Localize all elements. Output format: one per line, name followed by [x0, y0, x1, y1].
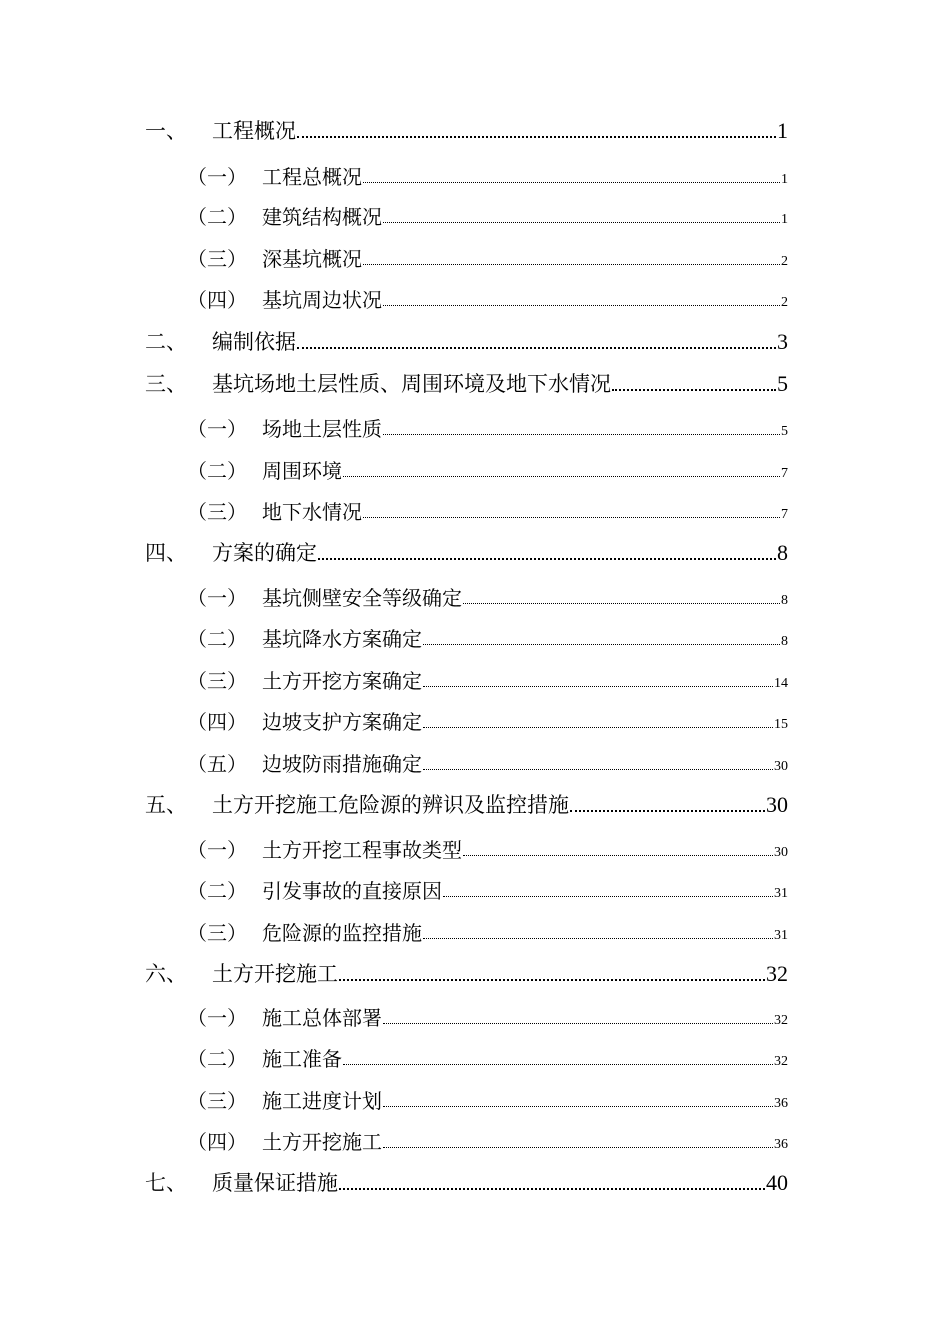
- toc-page-number: 1: [781, 212, 788, 227]
- toc-page-number: 2: [781, 254, 788, 269]
- toc-dot-leader: [443, 896, 773, 897]
- toc-page-number: 1: [777, 118, 788, 143]
- toc-entry-number: （四）: [187, 1130, 247, 1154]
- toc-section-entry[interactable]: [187, 587, 788, 610]
- toc-entry-number: （一）: [187, 1006, 247, 1030]
- toc-page-number: 30: [774, 759, 788, 774]
- toc-chapter-entry[interactable]: [145, 962, 788, 986]
- toc-page-number: 7: [781, 466, 788, 481]
- toc-section-entry[interactable]: [187, 922, 788, 945]
- toc-entry-title: 地下水情况: [262, 500, 362, 524]
- toc-dot-leader: [383, 1106, 773, 1107]
- toc-section-entry[interactable]: [187, 628, 788, 651]
- toc-entry-number: （三）: [187, 1089, 247, 1113]
- toc-entry-number: （二）: [187, 627, 247, 651]
- toc-page-number: 5: [781, 424, 788, 439]
- toc-section-entry[interactable]: [187, 166, 788, 189]
- toc-entry-title: 周围环境: [262, 459, 342, 483]
- toc-page-number: 8: [781, 593, 788, 608]
- toc-page-number: 1: [781, 172, 788, 187]
- toc-page-number: 30: [774, 845, 788, 860]
- toc-page-number: 32: [774, 1054, 788, 1069]
- toc-entry-number: 三、: [145, 372, 187, 396]
- toc-entry-number: （三）: [187, 500, 247, 524]
- toc-entry-title: 施工准备: [262, 1047, 342, 1071]
- toc-entry-title: 编制依据: [212, 330, 296, 354]
- toc-chapter-entry[interactable]: [145, 372, 788, 396]
- toc-section-entry[interactable]: [187, 501, 788, 524]
- toc-dot-leader: [297, 136, 776, 138]
- toc-entry-number: （一）: [187, 165, 247, 189]
- toc-dot-leader: [423, 769, 773, 770]
- toc-page-number: 8: [777, 540, 788, 565]
- toc-section-entry[interactable]: [187, 880, 788, 903]
- toc-section-entry[interactable]: [187, 839, 788, 862]
- toc-entry-number: （三）: [187, 921, 247, 945]
- toc-page-number: 3: [777, 329, 788, 354]
- toc-dot-leader: [463, 603, 780, 604]
- toc-section-entry[interactable]: [187, 206, 788, 229]
- toc-entry-number: （五）: [187, 752, 247, 776]
- toc-dot-leader: [612, 389, 776, 391]
- toc-entry-number: 六、: [145, 962, 187, 986]
- toc-page-number: 40: [766, 1170, 788, 1195]
- toc-section-entry[interactable]: [187, 670, 788, 693]
- toc-section-entry[interactable]: [187, 289, 788, 312]
- toc-dot-leader: [363, 517, 780, 518]
- toc-section-entry[interactable]: [187, 460, 788, 483]
- toc-entry-title: 边坡防雨措施确定: [262, 752, 422, 776]
- toc-entry-number: 二、: [145, 330, 187, 354]
- toc-dot-leader: [383, 305, 780, 306]
- toc-entry-number: （三）: [187, 247, 247, 271]
- toc-dot-leader: [363, 264, 780, 265]
- toc-entry-title: 土方开挖工程事故类型: [262, 838, 462, 862]
- toc-entry-title: 方案的确定: [212, 541, 317, 565]
- toc-page-number: 31: [774, 928, 788, 943]
- toc-entry-title: 施工总体部署: [262, 1006, 382, 1030]
- toc-entry-number: （二）: [187, 459, 247, 483]
- toc-section-entry[interactable]: [187, 711, 788, 734]
- toc-entry-title: 基坑侧壁安全等级确定: [262, 586, 462, 610]
- toc-entry-number: （四）: [187, 288, 247, 312]
- toc-entry-title: 基坑降水方案确定: [262, 627, 422, 651]
- toc-entry-number: （二）: [187, 1047, 247, 1071]
- toc-dot-leader: [383, 1147, 773, 1148]
- toc-page-number: 36: [774, 1096, 788, 1111]
- toc-section-entry[interactable]: [187, 1048, 788, 1071]
- toc-chapter-entry[interactable]: [145, 330, 788, 354]
- toc-entry-title: 基坑场地土层性质、周围环境及地下水情况: [212, 372, 611, 396]
- toc-entry-title: 土方开挖施工: [212, 962, 338, 986]
- toc-entry-number: （三）: [187, 669, 247, 693]
- toc-entry-title: 危险源的监控措施: [262, 921, 422, 945]
- toc-entry-number: （一）: [187, 417, 247, 441]
- toc-dot-leader: [339, 1188, 765, 1190]
- toc-dot-leader: [297, 347, 776, 349]
- toc-dot-leader: [423, 727, 773, 728]
- toc-dot-leader: [463, 855, 773, 856]
- toc-dot-leader: [383, 434, 780, 435]
- toc-page-number: 36: [774, 1137, 788, 1152]
- toc-dot-leader: [383, 1023, 773, 1024]
- toc-entry-number: （一）: [187, 838, 247, 862]
- toc-dot-leader: [343, 1064, 773, 1065]
- toc-dot-leader: [423, 938, 773, 939]
- toc-page-number: 14: [774, 676, 788, 691]
- toc-dot-leader: [383, 222, 780, 223]
- toc-entry-title: 工程总概况: [262, 165, 362, 189]
- toc-page-number: 15: [774, 717, 788, 732]
- toc-entry-title: 建筑结构概况: [262, 205, 382, 229]
- toc-entry-title: 引发事故的直接原因: [262, 879, 442, 903]
- toc-section-entry[interactable]: [187, 418, 788, 441]
- toc-section-entry[interactable]: [187, 1131, 788, 1154]
- toc-entry-title: 土方开挖方案确定: [262, 669, 422, 693]
- toc-page-number: 30: [766, 792, 788, 817]
- toc-page-number: 5: [777, 371, 788, 396]
- toc-chapter-entry[interactable]: [145, 541, 788, 565]
- toc-chapter-entry[interactable]: [145, 793, 788, 817]
- toc-entry-number: （一）: [187, 586, 247, 610]
- toc-entry-title: 边坡支护方案确定: [262, 710, 422, 734]
- toc-entry-title: 施工进度计划: [262, 1089, 382, 1113]
- toc-dot-leader: [570, 810, 765, 812]
- toc-page-number: 32: [774, 1013, 788, 1028]
- toc-page-number: 31: [774, 886, 788, 901]
- toc-entry-number: 一、: [145, 119, 187, 143]
- toc-section-entry[interactable]: [187, 248, 788, 271]
- toc-dot-leader: [423, 686, 773, 687]
- toc-entry-number: 四、: [145, 541, 187, 565]
- toc-entry-number: 五、: [145, 793, 187, 817]
- toc-entry-title: 场地土层性质: [262, 417, 382, 441]
- toc-section-entry[interactable]: [187, 1007, 788, 1030]
- toc-chapter-entry[interactable]: [145, 119, 788, 143]
- toc-entry-number: （二）: [187, 205, 247, 229]
- toc-entry-title: 土方开挖施工危险源的辨识及监控措施: [212, 793, 569, 817]
- toc-dot-leader: [343, 476, 780, 477]
- toc-entry-number: （二）: [187, 879, 247, 903]
- toc-dot-leader: [339, 979, 765, 981]
- toc-entry-title: 深基坑概况: [262, 247, 362, 271]
- toc-entry-title: 基坑周边状况: [262, 288, 382, 312]
- toc-section-entry[interactable]: [187, 1090, 788, 1113]
- toc-page-number: 7: [781, 507, 788, 522]
- toc-entry-title: 土方开挖施工: [262, 1130, 382, 1154]
- toc-entry-number: （四）: [187, 710, 247, 734]
- toc-page-number: 2: [781, 295, 788, 310]
- toc-page-number: 32: [766, 961, 788, 986]
- toc-dot-leader: [363, 182, 780, 183]
- toc-entry-title: 工程概况: [212, 119, 296, 143]
- toc-page-number: 8: [781, 634, 788, 649]
- toc-section-entry[interactable]: [187, 753, 788, 776]
- toc-dot-leader: [318, 558, 776, 560]
- toc-chapter-entry[interactable]: [145, 1171, 788, 1195]
- toc-entry-title: 质量保证措施: [212, 1171, 338, 1195]
- toc-dot-leader: [423, 644, 780, 645]
- toc-entry-number: 七、: [145, 1171, 187, 1195]
